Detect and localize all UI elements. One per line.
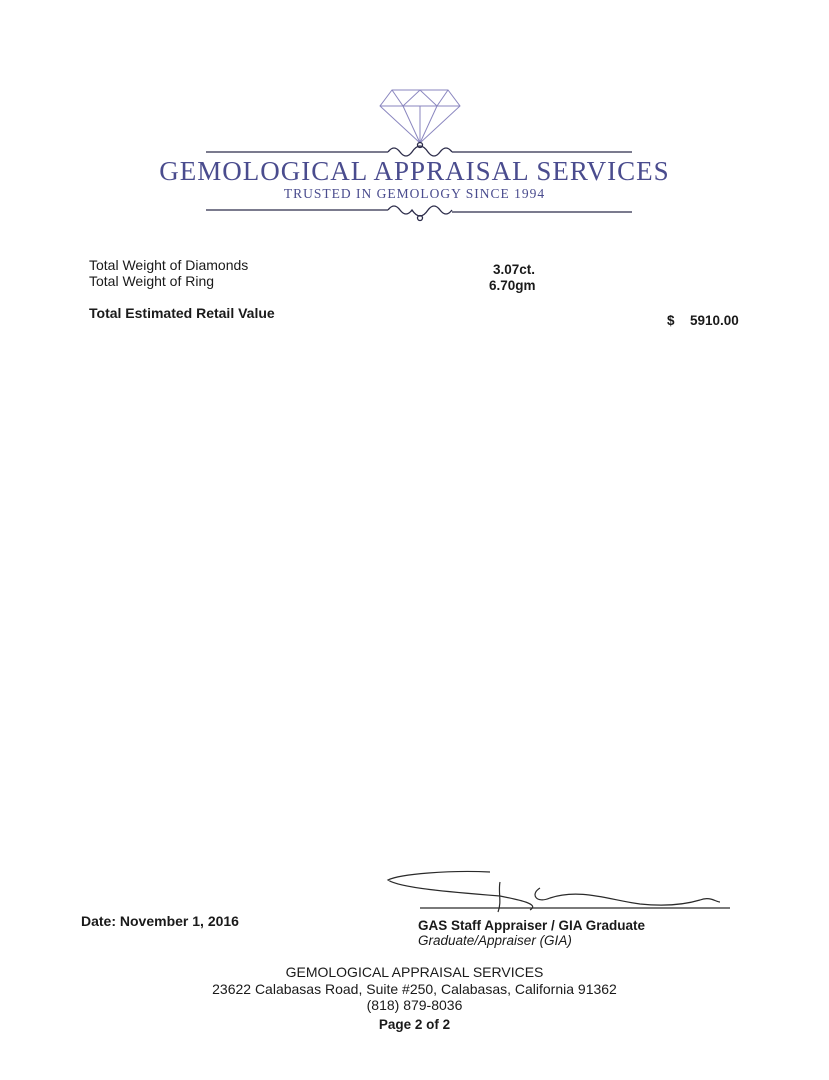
diamonds-weight-value: 3.07ct. [493, 262, 536, 277]
signature [380, 866, 740, 926]
diamonds-weight-label: Total Weight of Diamonds [89, 257, 249, 273]
footer-address: 23622 Calabasas Road, Suite #250, Calabasas, California 91362 [212, 981, 617, 997]
retail-currency: $ [667, 313, 675, 328]
retail-value: 5910.00 [690, 313, 739, 328]
diamond-icon [380, 90, 460, 143]
appraiser-title: GAS Staff Appraiser / GIA Graduate [418, 918, 646, 933]
footer-company: GEMOLOGICAL APPRAISAL SERVICES [285, 964, 544, 980]
appraisal-date: Date: November 1, 2016 [81, 913, 239, 929]
page-number: Page 2 of 2 [378, 1017, 451, 1032]
ring-weight-value: 6.70gm [489, 278, 536, 293]
appraiser-subtitle: Graduate/Appraiser (GIA) [418, 933, 572, 948]
bottom-ornament [206, 206, 632, 221]
company-name: GEMOLOGICAL APPRAISAL SERVICES [159, 156, 670, 186]
company-tagline: TRUSTED IN GEMOLOGY SINCE 1994 [283, 186, 546, 201]
top-ornament [206, 143, 632, 157]
retail-value-label: Total Estimated Retail Value [89, 305, 275, 321]
company-logo [0, 0, 829, 240]
ring-weight-label: Total Weight of Ring [89, 273, 215, 289]
footer-phone: (818) 879-8036 [366, 997, 463, 1013]
